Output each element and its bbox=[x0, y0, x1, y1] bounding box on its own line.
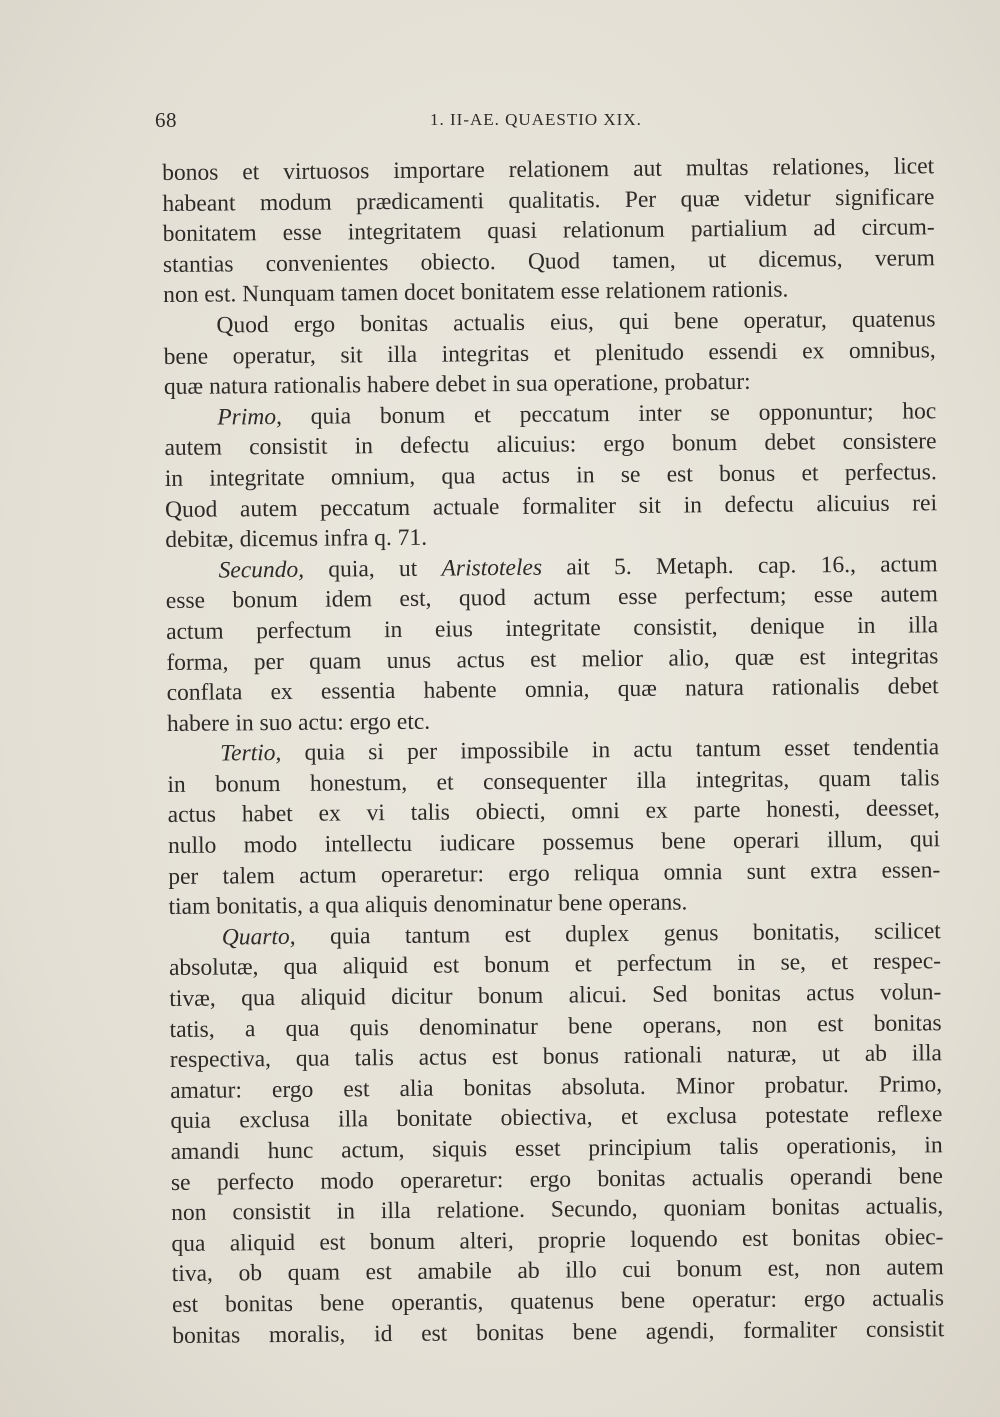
line-text: tivæ, qua aliquid dicitur bonum alicui. Sed bonitas actus volun- bbox=[169, 979, 942, 1012]
italic-term: Aristoteles bbox=[441, 554, 543, 582]
line-text: est bonitas bene operantis, quatenus bene operatur: ergo actualis bbox=[171, 1285, 945, 1318]
line-text: quia, ut bbox=[303, 555, 442, 583]
italic-term: Secundo, bbox=[218, 556, 305, 584]
line-text: in integritate omnium, qua actus in se est bonus et perfectus. bbox=[164, 459, 937, 492]
line-text: quia tantum est duplex genus bonitatis, scilicet bbox=[295, 918, 941, 950]
line-text: respectiva, qua talis actus est bonus rationali naturæ, ut ab illa bbox=[169, 1040, 942, 1074]
line-text: forma, per quam unus actus est melior alio, quæ est integritas bbox=[166, 642, 939, 676]
line-text: in bonum honestum, et consequenter illa integritas, quam talis bbox=[167, 765, 940, 798]
line-text: bonitas moralis, id est bonitas bene agendi, formaliter consistit bbox=[172, 1315, 945, 1349]
line-text: bonitatem esse integritatem quasi relationum partialium ad circum- bbox=[162, 214, 935, 248]
line-text: Quod autem peccatum actuale formaliter sit in defectu alicuius rei bbox=[164, 489, 938, 523]
line-text: amatur: ergo est alia bonitas absoluta. Minor probatur. Primo, bbox=[170, 1071, 943, 1104]
line-text: per talem actum operaretur: ergo reliqua omnia sunt extra essen- bbox=[168, 856, 941, 890]
line-text: se perfecto modo operaretur: ergo bonitas actualis operandi bene bbox=[170, 1162, 944, 1196]
italic-term: Primo, bbox=[217, 403, 283, 431]
line-text: nullo modo intellectu iudicare possemus bene operari illum, qui bbox=[167, 826, 941, 860]
running-head: 1. II-AE. QUAESTIO XIX. bbox=[430, 110, 642, 129]
line-text: amandi hunc actum, siquis esset principium talis operationis, in bbox=[170, 1132, 943, 1165]
line-text: quia exclusa illa bonitate obiectiva, et exclusa potestate reflexe bbox=[170, 1101, 943, 1135]
line-text: quia bonum et peccatum inter se opponuntur; hoc bbox=[281, 398, 937, 430]
line-text: quæ natura rationalis habere debet in sua operatione, probatur: bbox=[163, 369, 751, 401]
page-number: 68 bbox=[155, 108, 177, 132]
line-text: Quod ergo bonitas actualis eius, qui bene operatur, quatenus bbox=[216, 306, 936, 339]
line-text: tiam bonitatis, a qua aliquis denominatur bene operans. bbox=[168, 889, 688, 921]
line-text: actum perfectum in eius integritate consistit, denique in illa bbox=[166, 612, 939, 645]
line-text: autem consistit in defectu alicuius: ergo bonum debet consistere bbox=[164, 428, 937, 462]
body-text bbox=[162, 151, 944, 1351]
line-text: qua aliquid est bonum alteri, proprie loquendo est bonitas obiec- bbox=[171, 1224, 944, 1257]
line-text: actus habet ex vi talis obiecti, omni ex parte honesti, deesset, bbox=[167, 795, 940, 829]
line-text: non consistit in illa relatione. Secundo, quoniam bonitas actualis, bbox=[171, 1193, 944, 1227]
line-text: conflata ex essentia habente omnia, quæ natura rationalis debet bbox=[166, 673, 939, 707]
line-text: non est. Nunquam tamen docet bonitatem esse relationem rationis. bbox=[163, 276, 789, 309]
line-text: bonos et virtuosos importare relationem aut multas relationes, licet bbox=[162, 153, 935, 186]
line-text: absolutæ, qua aliquid est bonum et perfectum in se, et respec- bbox=[168, 948, 942, 982]
line-text: habeant modum prædicamenti qualitatis. Per quæ videtur significare bbox=[162, 183, 935, 217]
line-text: quia si per impossibile in actu tantum esset tendentia bbox=[281, 734, 940, 767]
line-text: tiva, ob quam est amabile ab illo cui bonum est, non autem bbox=[171, 1254, 944, 1288]
page-header bbox=[155, 108, 945, 138]
italic-term: Quarto, bbox=[221, 923, 296, 951]
italic-term: Tertio, bbox=[220, 740, 282, 767]
line-text: bene operatur, sit illa integritas et plenitudo essendi ex omnibus, bbox=[163, 336, 936, 370]
text-line bbox=[172, 1314, 944, 1351]
line-text: ait 5. Metaph. cap. 16., actum bbox=[541, 550, 938, 581]
line-text: stantias convenientes obiecto. Quod tamen, ut dicemus, verum bbox=[162, 245, 936, 278]
line-text: habere in suo actu: ergo etc. bbox=[166, 708, 431, 737]
line-text: tatis, a qua quis denominatur bene operans, non est bonitas bbox=[169, 1009, 942, 1043]
line-text: debitæ, dicemus infra q. 71. bbox=[165, 524, 428, 554]
line-text: esse bonum idem est, quod actum esse perfectum; esse autem bbox=[165, 581, 938, 615]
